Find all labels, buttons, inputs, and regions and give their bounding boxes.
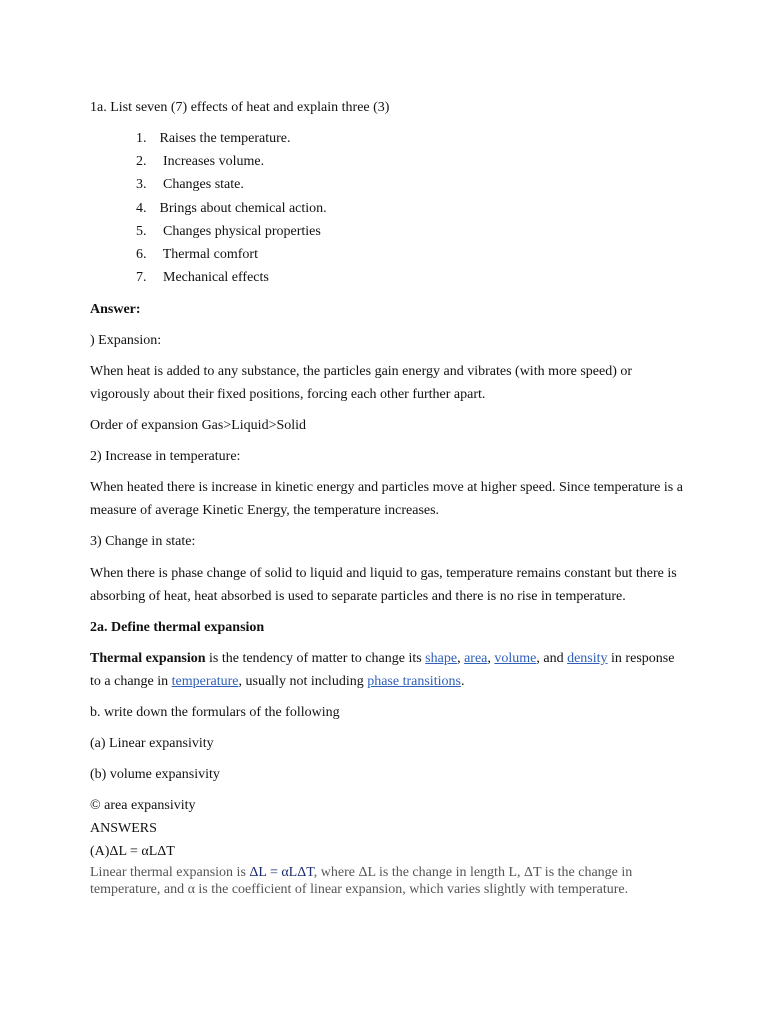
temperature-text-line-1: When heated there is increase in kinetic energy and particles move at higher speed. Since temperature is a: [90, 480, 683, 495]
definition-term: Thermal expansion: [90, 651, 206, 666]
state-title: 3) Change in state:: [90, 534, 196, 549]
expansion-text-line-2: vigorously about their fixed positions, forcing each other further apart.: [90, 387, 486, 402]
linear-formula-inline: ΔL = αLΔT: [249, 865, 314, 880]
list-item: [136, 199, 327, 219]
definition-line-2: to a change in temperature, usually not including phase transitions.: [90, 674, 465, 689]
item-linear-expansivity: (a) Linear expansivity: [90, 736, 214, 751]
link-area[interactable]: area: [464, 651, 488, 666]
list-item: [136, 129, 291, 149]
list-item-number: 6.: [136, 247, 147, 262]
list-item-text: Thermal comfort: [159, 247, 258, 262]
question-2a-heading: 2a. Define thermal expansion: [90, 620, 265, 635]
definition-line-1: Thermal expansion is the tendency of matter to change its shape, area, volume, and density in response: [90, 651, 675, 666]
list-item-number: 5.: [136, 224, 147, 239]
link-temperature[interactable]: temperature: [171, 674, 239, 689]
list-item: [136, 222, 321, 242]
list-item-number: 1.: [136, 131, 147, 146]
expansion-text-line-1: When heat is added to any substance, the particles gain energy and vibrates (with more speed) or: [90, 364, 633, 379]
list-item-number: 2.: [136, 154, 147, 169]
list-item-number: 7.: [136, 270, 147, 285]
list-item-text: Brings about chemical action.: [159, 201, 327, 216]
link-phase-transitions[interactable]: phase transitions: [367, 674, 461, 689]
list-item: [136, 175, 244, 195]
temperature-text-line-2: measure of average Kinetic Energy, the temperature increases.: [90, 503, 440, 518]
answer-label: Answer:: [90, 302, 141, 317]
list-item-text: Mechanical effects: [159, 270, 269, 285]
temperature-title: 2) Increase in temperature:: [90, 449, 241, 464]
link-density[interactable]: density: [567, 651, 608, 666]
link-shape[interactable]: shape: [425, 651, 458, 666]
expansion-title: ) Expansion:: [90, 333, 162, 348]
list-item-number: 4.: [136, 201, 147, 216]
list-item-number: 3.: [136, 177, 147, 192]
question-2b-line: b. write down the formulars of the following: [90, 705, 340, 720]
list-item-text: Changes state.: [159, 177, 244, 192]
expansion-order: Order of expansion Gas>Liquid>Solid: [90, 418, 307, 433]
formula-linear: (A)ΔL = αLΔT: [90, 844, 175, 859]
item-volume-expansivity: (b) volume expansivity: [90, 767, 220, 782]
linear-explanation-line-1: Linear thermal expansion is ΔL = αLΔT, where ΔL is the change in length L, ΔT is the change in: [90, 865, 633, 880]
list-item: [136, 152, 264, 172]
list-item-text: Raises the temperature.: [159, 131, 291, 146]
state-text-line-2: absorbing of heat, heat absorbed is used to separate particles and there is no rise in temperature.: [90, 589, 626, 604]
list-item-text: Increases volume.: [159, 154, 265, 169]
item-area-expansivity: © area expansivity: [90, 798, 196, 813]
list-item: [136, 268, 269, 288]
linear-explanation-line-2: temperature, and α is the coefficient of linear expansion, which varies slightly with temperature.: [90, 882, 629, 897]
state-text-line-1: When there is phase change of solid to liquid and liquid to gas, temperature remains constant but there is: [90, 566, 677, 581]
list-item: [136, 245, 258, 265]
link-volume[interactable]: volume: [494, 651, 537, 666]
list-item-text: Changes physical properties: [159, 224, 321, 239]
answers-label: ANSWERS: [90, 821, 157, 836]
question-1a-heading: 1a. List seven (7) effects of heat and explain three (3): [90, 100, 390, 115]
